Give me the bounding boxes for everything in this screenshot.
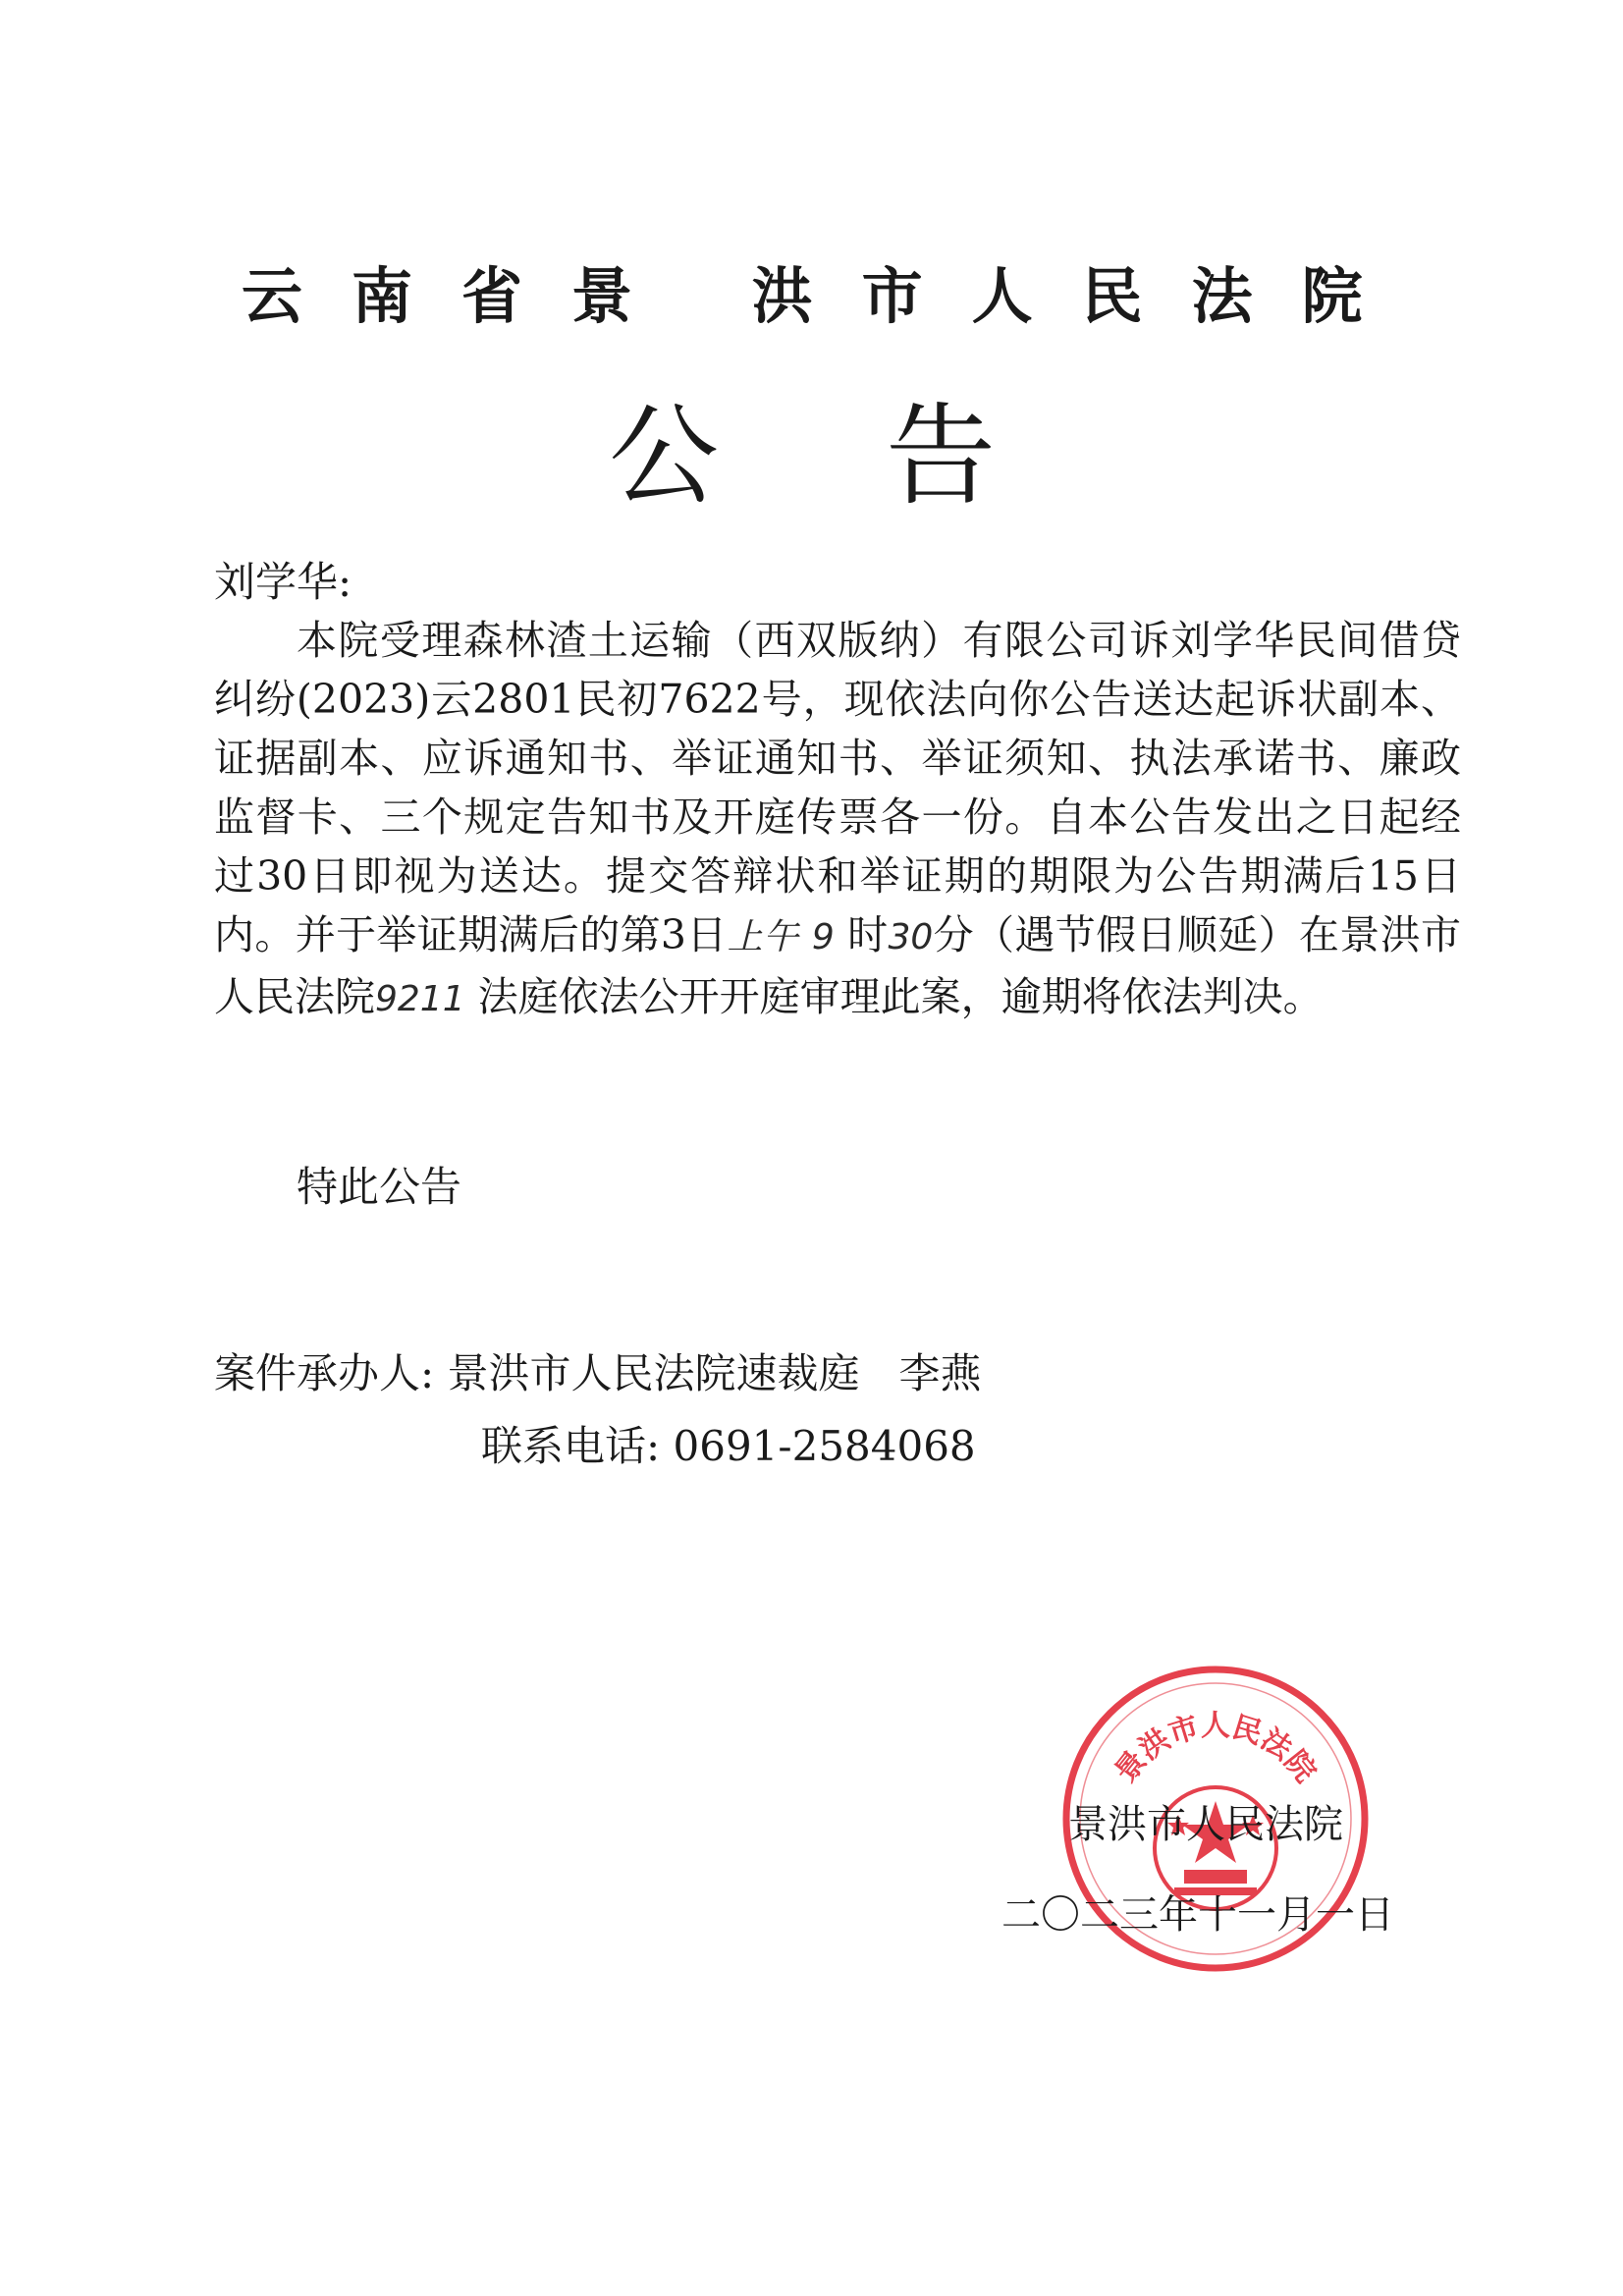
notice-title: 公告 bbox=[609, 393, 1163, 520]
contact-phone-number: 0691-2584068 bbox=[673, 1422, 976, 1470]
notice-body bbox=[214, 611, 1461, 1029]
body-text-part3: 分（遇节假日顺延）在景洪市人民法院 bbox=[214, 911, 1461, 1020]
svg-text:景洪市人民法院 bbox=[1109, 1709, 1323, 1789]
body-text-part4: 法庭依法公开开庭审理此案，逾期将依法判决。 bbox=[477, 973, 1324, 1020]
handwritten-courtroom: 9211 bbox=[375, 979, 465, 1019]
case-handler-label: 案件承办人: bbox=[214, 1349, 435, 1397]
court-title: 云南省景 洪市人民法院 bbox=[242, 260, 1412, 332]
handwritten-minute: 30 bbox=[888, 917, 934, 957]
case-handler-dept: 景洪市人民法院速裁庭 bbox=[447, 1349, 860, 1397]
signature-court: 景洪市人民法院 bbox=[1068, 1802, 1343, 1847]
signature-date: 二〇二三年十一月一日 bbox=[1001, 1892, 1394, 1938]
addressee: 刘学华: bbox=[214, 558, 352, 606]
seal-text: 景洪市人民法院 bbox=[1109, 1709, 1323, 1789]
body-text-part1: 本院受理森林渣土运输（西双版纳）有限公司诉刘学华民间借贷纠纷(2023)云2801民初7622号，现依法向你公告送达起诉状副本、证据副本、应诉通知书、举证通知书、举证须知、执法承诺书、廉政监督卡、三个规定告知书及开庭传票各一份。自本公告发出之日起经过30日即视为送达。提交答辩状和举证期的期限为公告期满后15日内。并于举证期满后的第3日 bbox=[214, 617, 1461, 958]
body-text-part2: 时 bbox=[847, 911, 889, 958]
handwritten-time-of-day: 上午 bbox=[727, 917, 799, 957]
contact-phone bbox=[481, 1416, 976, 1477]
handwritten-hour: 9 bbox=[811, 917, 835, 957]
contact-phone-label: 联系电话: bbox=[481, 1422, 661, 1470]
case-handler bbox=[214, 1343, 982, 1404]
case-handler-name: 李燕 bbox=[898, 1349, 982, 1397]
closing-statement: 特此公告 bbox=[297, 1163, 462, 1211]
